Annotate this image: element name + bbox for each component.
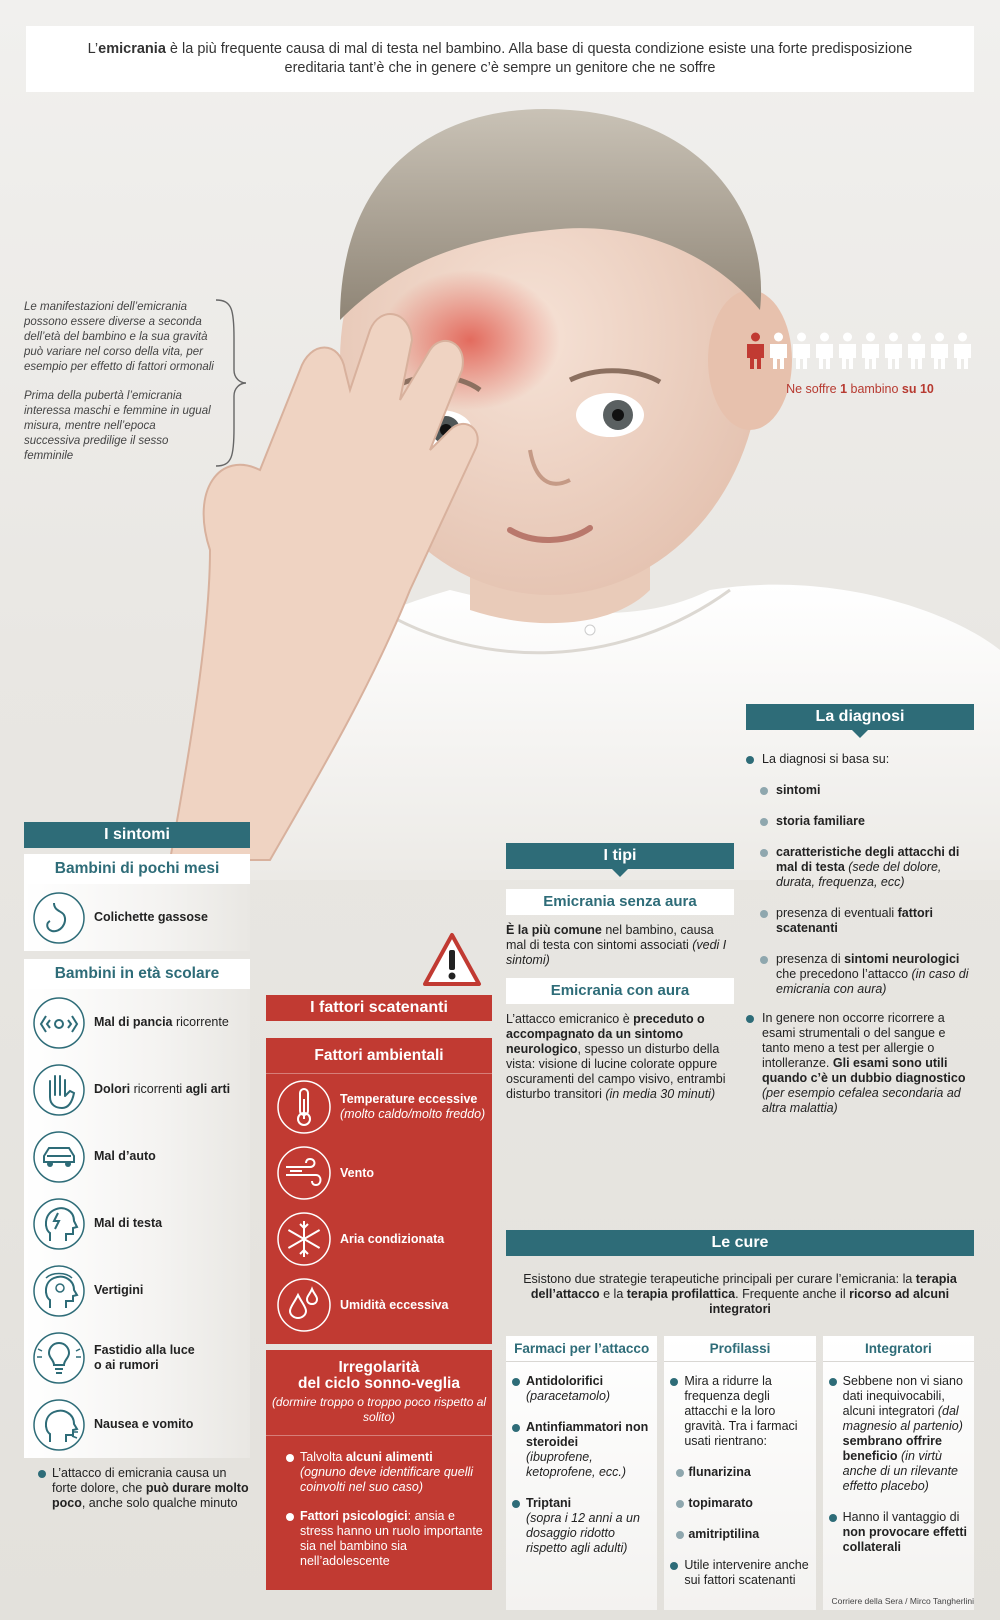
env-factor-row <box>266 1206 492 1272</box>
treatments-header: Le cure <box>506 1230 974 1256</box>
drug-item: Antidolorifici (paracetamolo) <box>506 1374 657 1404</box>
environmental-factors-box <box>266 1038 492 1344</box>
symptom-text: Mal d’auto <box>94 1149 156 1163</box>
symptom-row <box>24 1391 250 1458</box>
age-note <box>24 300 214 478</box>
triggers-header: I fattori scatenanti <box>266 995 492 1021</box>
type-with-aura-title: Emicrania con aura <box>506 978 734 1004</box>
person-icon <box>814 332 835 370</box>
treatments-intro: Esistono due strategie terapeutiche principali per curare l’emicrania: la terapia dell’attacco e la terapia profilattica. Frequente anche il ricorso ad alcuni integratori <box>523 1272 957 1316</box>
types-section <box>506 843 734 1102</box>
env-factor-row <box>266 1272 492 1338</box>
symptom-text: Nausea e vomito <box>94 1417 194 1431</box>
psychological-trigger-item: Fattori psicologici: ansia e stress hanno un ruolo importante sia nel bambino sia nell’adolescente <box>266 1509 492 1569</box>
warning-icon <box>422 932 482 988</box>
bullet-icon <box>829 1378 837 1386</box>
bullet-icon <box>760 910 768 918</box>
sleep-cycle-title: Irregolarità del ciclo sonno-veglia <box>298 1359 460 1392</box>
bullet-icon <box>676 1500 684 1508</box>
acute-drugs-title: Farmaci per l’attacco <box>506 1336 657 1362</box>
acute-drugs-column <box>506 1336 657 1610</box>
infants-list <box>24 884 250 951</box>
prevalence-label: Ne soffre 1 bambino su 10 <box>786 382 934 396</box>
env-factor-row <box>266 1074 492 1140</box>
school-age-header: Bambini in età scolare <box>24 959 250 989</box>
diagnosis-item: caratteristiche degli attacchi di mal di testa (sede del dolore, durata, frequenza, ecc) <box>746 845 974 890</box>
intro-line-1: L’emicrania è la più frequente causa di mal di testa nel bambino. Alla base di questa condizione esiste una forte predisposizione <box>87 41 913 57</box>
drug-item: Triptani (sopra i 12 anni a un dosaggio ridotto rispetto agli adulti) <box>506 1496 657 1556</box>
drug-item: topimarato <box>664 1496 815 1511</box>
prophylaxis-note: Utile intervenire anche sui fattori scatenanti <box>664 1558 815 1588</box>
bullet-icon <box>670 1378 678 1386</box>
infants-header: Bambini di pochi mesi <box>24 854 250 884</box>
person-icon <box>768 332 789 370</box>
symptom-text: Mal di pancia ricorrente <box>94 1015 229 1029</box>
bullet-icon <box>746 1015 754 1023</box>
symptom-text: Fastidio alla luce o ai rumori <box>94 1342 195 1372</box>
diagnosis-item: presenza di sintomi neurologici che precedono l’attacco (in caso di emicrania con aura) <box>746 952 974 997</box>
credit-line: Corriere della Sera / Mirco Tangherlini <box>831 1596 974 1606</box>
bullet-icon <box>38 1470 46 1478</box>
bullet-icon <box>512 1500 520 1508</box>
bullet-icon <box>286 1454 294 1462</box>
symptom-row <box>24 989 250 1056</box>
supplements-item: Sebbene non vi siano dati inequivocabili, alcuni integratori (dal magnesio al partenio) sembrano offrire beneficio (in virtù anche di un rilevante effetto placebo) <box>823 1374 974 1494</box>
symptom-row <box>24 1123 250 1190</box>
intro-line-2: ereditaria tant’è che in genere c’è sempre un genitore che ne soffre <box>284 60 716 76</box>
person-icon <box>837 332 858 370</box>
diagnosis-header: La diagnosi <box>746 704 974 730</box>
symptoms-header: I sintomi <box>24 822 250 848</box>
person-icon <box>952 332 973 370</box>
symptom-row <box>24 1257 250 1324</box>
bullet-icon <box>676 1531 684 1539</box>
person-icon <box>791 332 812 370</box>
bullet-icon <box>760 849 768 857</box>
env-factor-text: Temperature eccessive (molto caldo/molto freddo) <box>340 1092 486 1121</box>
bullet-icon <box>286 1513 294 1521</box>
curly-brace-icon <box>210 298 250 468</box>
symptom-row <box>24 1190 250 1257</box>
env-factor-text: Aria condizionata <box>340 1231 445 1246</box>
nausea-icon <box>32 1398 86 1452</box>
symptom-text: Vertigini <box>94 1283 144 1297</box>
diagnosis-tests-note: In genere non occorre ricorrere a esami strumentali o del sangue e tanto meno a test per allergie o intolleranze. Gli esami sono utili quando c’è un dubbio diagnostico (per esempio cefalea secondaria ad altra malattia) <box>746 1011 974 1116</box>
type-without-aura-title: Emicrania senza aura <box>506 889 734 915</box>
drug-item: amitriptilina <box>664 1527 815 1542</box>
supplements-title: Integratori <box>823 1336 974 1362</box>
attack-duration-note: L’attacco di emicrania causa un forte dolore, che può durare molto poco, anche solo qualche minuto <box>24 1466 250 1511</box>
diagnosis-item: sintomi <box>746 783 974 798</box>
stomach-icon <box>32 891 86 945</box>
symptom-text: Mal di testa <box>94 1216 163 1230</box>
symptom-row <box>24 1324 250 1391</box>
person-icon <box>929 332 950 370</box>
bullet-icon <box>760 787 768 795</box>
treatments-section <box>506 1230 974 1587</box>
symptom-row <box>24 884 250 951</box>
light-noise-icon <box>32 1331 86 1385</box>
bullet-icon <box>760 818 768 826</box>
prophylaxis-intro: Mira a ridurre la frequenza degli attacchi e la loro gravità. Tra i farmaci usati rientrano: <box>664 1374 815 1449</box>
other-triggers-box <box>266 1350 492 1590</box>
age-note-paragraph-1: Le manifestazioni dell’emicrania possono essere diverse a seconda dell’età del bambino e la sua gravità può variare nel corso della vita, per esempio per effetto di fattori ormonali <box>24 301 214 373</box>
prevalence-stat <box>745 332 975 396</box>
drug-item: Antinfiammatori non steroidei (ibuprofene, ketoprofene, ecc.) <box>506 1420 657 1480</box>
env-factor-text: Vento <box>340 1165 375 1180</box>
bullet-icon <box>676 1469 684 1477</box>
diagnosis-item: presenza di eventuali fattori scatenanti <box>746 906 974 936</box>
dizzy-icon <box>32 1264 86 1318</box>
symptom-row <box>24 1056 250 1123</box>
bullet-icon <box>829 1514 837 1522</box>
bullet-icon <box>670 1562 678 1570</box>
person-icon <box>883 332 904 370</box>
diagnosis-intro: La diagnosi si basa su: <box>746 752 974 767</box>
environmental-factors-title: Fattori ambientali <box>266 1038 492 1074</box>
prophylaxis-column <box>664 1336 815 1610</box>
drug-item: flunarizina <box>664 1465 815 1480</box>
types-header: I tipi <box>506 843 734 869</box>
hand-icon <box>32 1063 86 1117</box>
person-icon <box>906 332 927 370</box>
thermometer-icon <box>276 1079 332 1135</box>
prophylaxis-title: Profilassi <box>664 1336 815 1362</box>
sleep-cycle-subtitle: (dormire troppo o troppo poco rispetto al solito) <box>266 1395 492 1436</box>
bullet-icon <box>512 1424 520 1432</box>
bullet-icon <box>746 756 754 764</box>
type-without-aura-text: È la più comune nel bambino, causa mal di testa con sintomi associati (vedi I sintomi) <box>506 923 727 967</box>
bullet-icon <box>760 956 768 964</box>
diagnosis-section <box>746 704 974 1116</box>
supplements-item: Hanno il vantaggio di non provocare effetti collaterali <box>823 1510 974 1555</box>
symptom-text: Colichette gassose <box>94 910 208 924</box>
bullet-icon <box>512 1378 520 1386</box>
food-trigger-item: Talvolta alcuni alimenti (ognuno deve identificare quelli coinvolti nel suo caso) <box>266 1450 492 1495</box>
person-affected-icon <box>745 332 766 370</box>
age-note-paragraph-2: Prima della pubertà l’emicrania interessa maschi e femmine in ugual misura, mentre nell’epoca successiva predilige il sesso femminile <box>24 390 211 462</box>
symptoms-section <box>24 822 250 1511</box>
type-with-aura-text: L’attacco emicranico è preceduto o accompagnato da un sintomo neurologico, spesso un disturbo della vista: visione di lucine colorate oppure oscuramenti del campo visivo, entrambi disturbo transitori (in media 30 minuti) <box>506 1012 726 1101</box>
car-icon <box>32 1130 86 1184</box>
env-factor-row <box>266 1140 492 1206</box>
pictogram-row <box>745 332 975 370</box>
wind-icon <box>276 1145 332 1201</box>
school-age-list <box>24 989 250 1458</box>
env-factor-text: Umidità eccessiva <box>340 1297 449 1312</box>
belly-pain-icon <box>32 996 86 1050</box>
drops-icon <box>276 1277 332 1333</box>
supplements-column <box>823 1336 974 1610</box>
symptom-text: Dolori ricorrenti agli arti <box>94 1082 231 1096</box>
headache-icon <box>32 1197 86 1251</box>
diagnosis-item: storia familiare <box>746 814 974 829</box>
snowflake-icon <box>276 1211 332 1267</box>
treatments-columns <box>506 1336 974 1610</box>
person-icon <box>860 332 881 370</box>
